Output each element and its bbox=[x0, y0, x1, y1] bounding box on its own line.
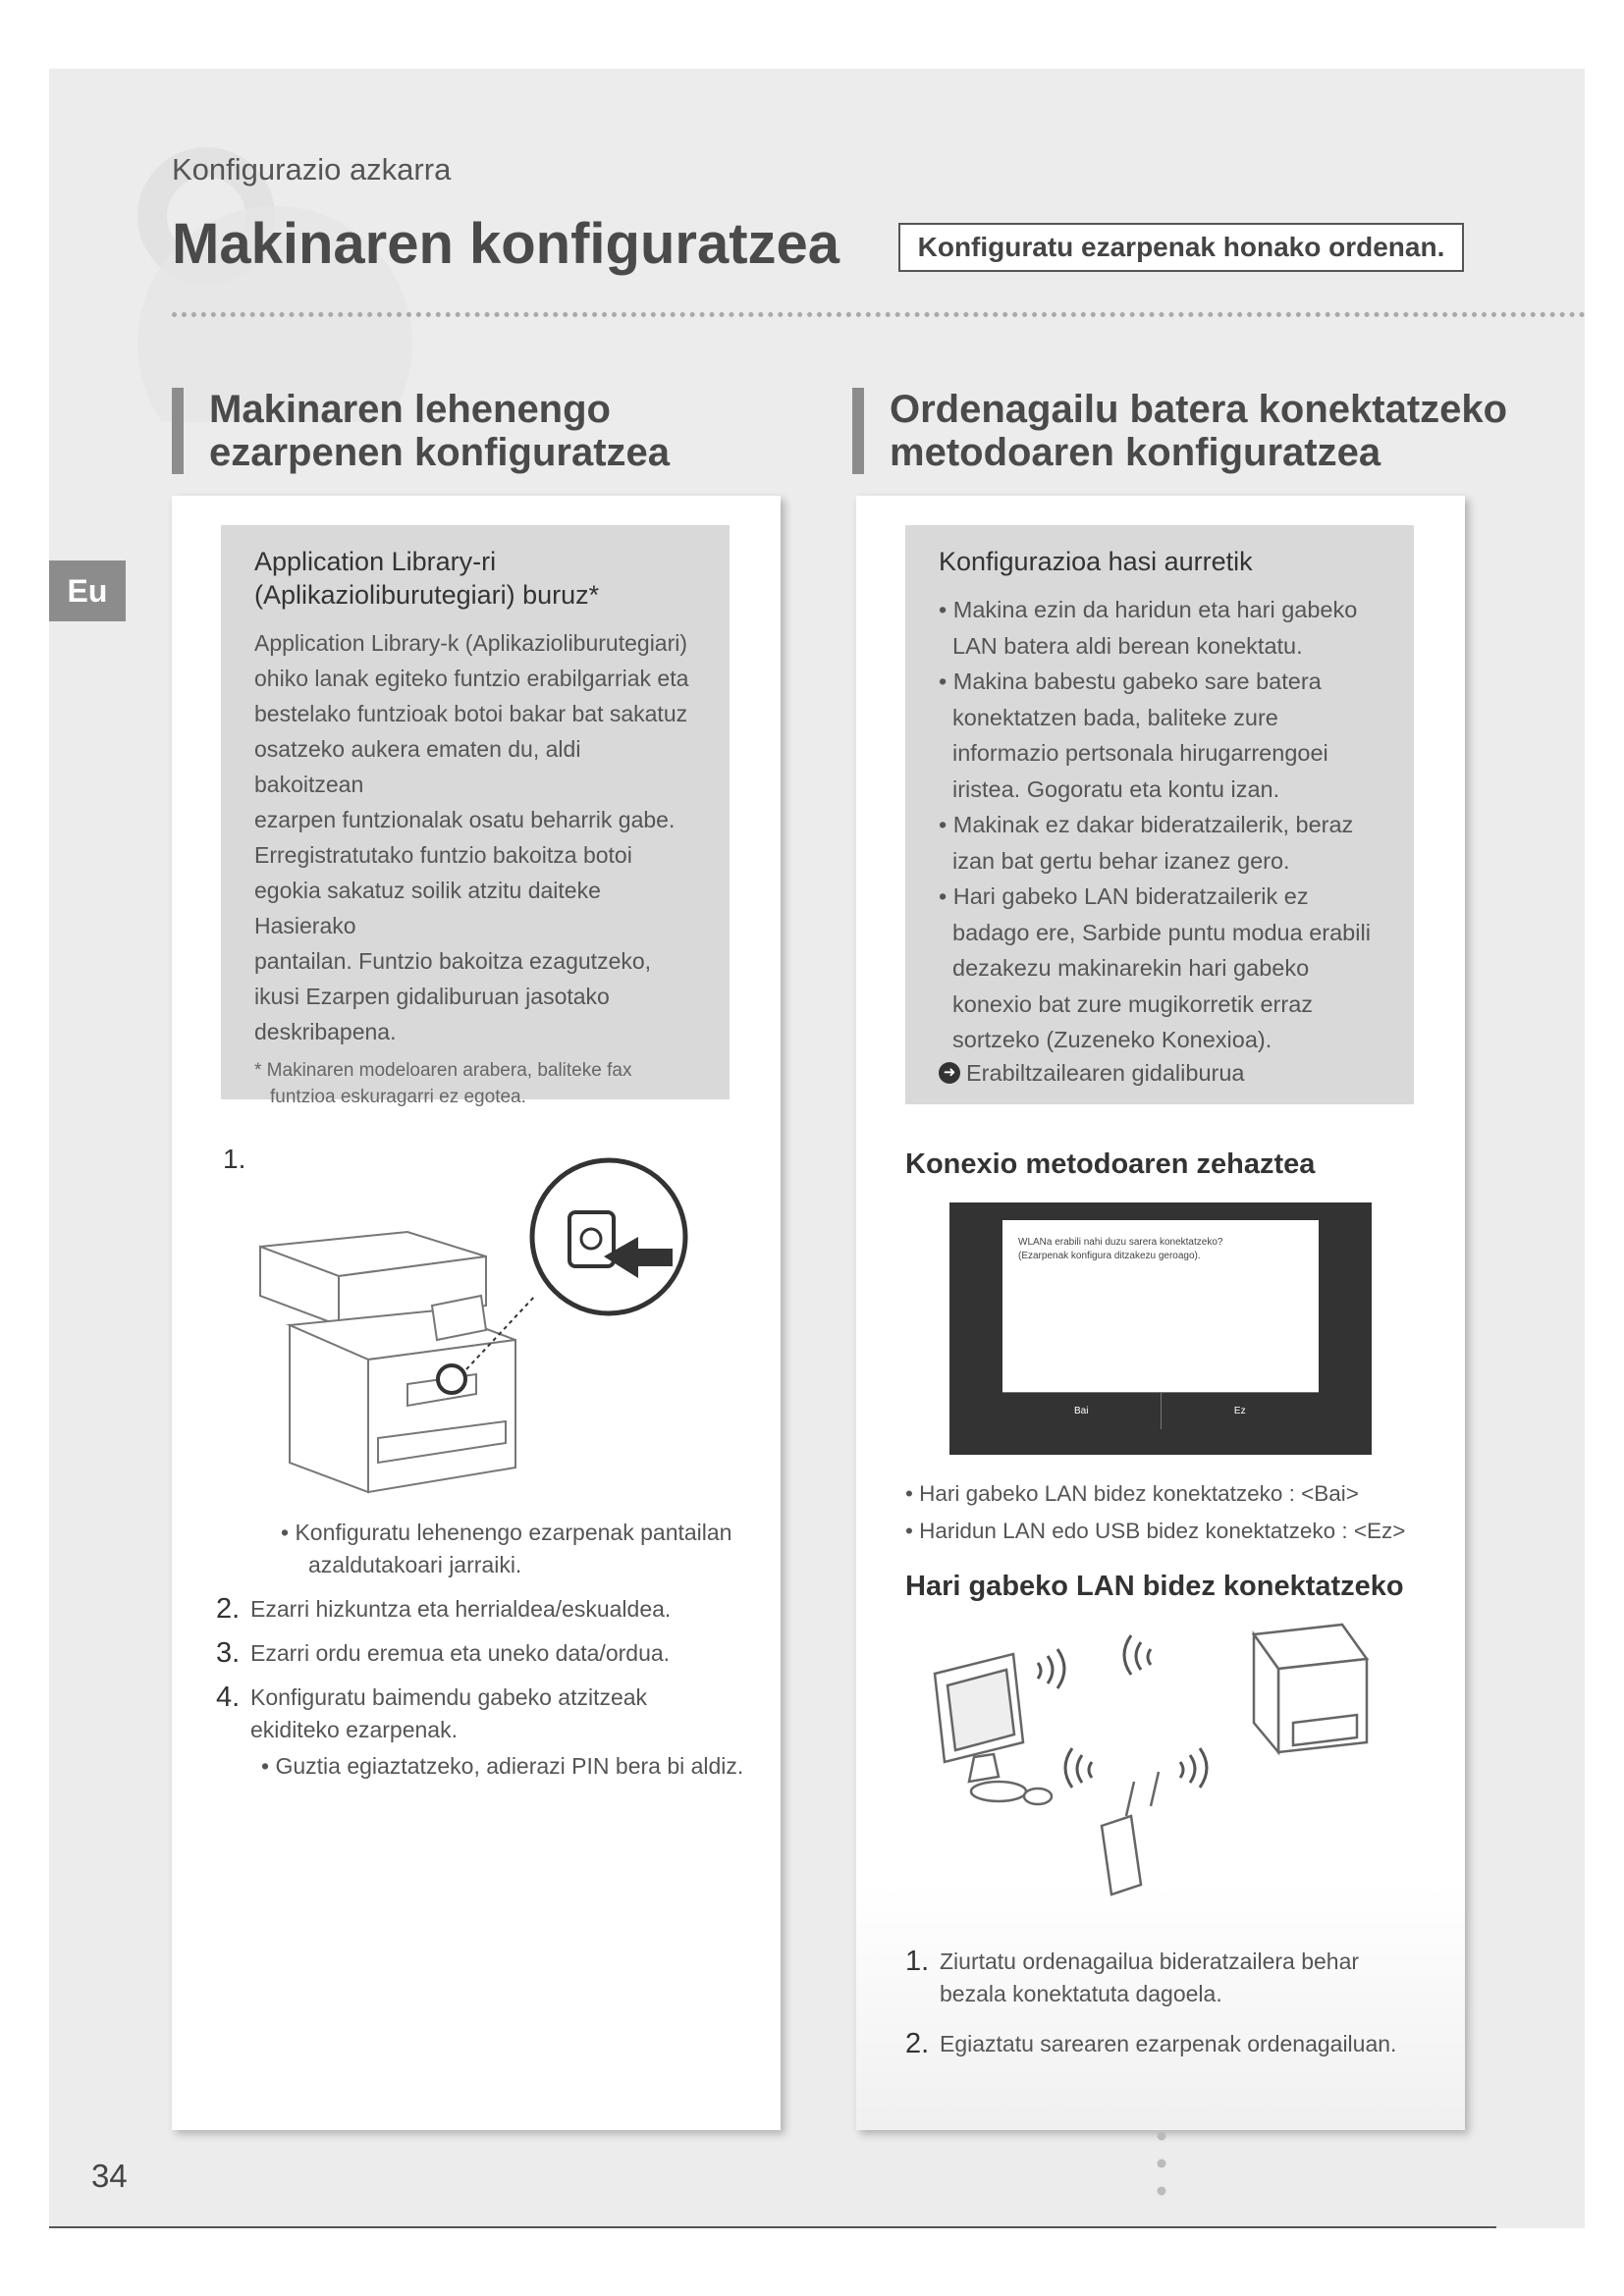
order-note: Konfiguratu ezarpenak honako ordenan. bbox=[898, 223, 1464, 272]
section-heading-initial-settings bbox=[172, 388, 670, 474]
info-box-title bbox=[221, 525, 730, 612]
step-text: Ezarri hizkuntza eta herrialdea/eskualdea. bbox=[250, 1596, 672, 1622]
step-item bbox=[905, 2028, 1416, 2060]
body-line: osatzeko aukera ematen du, aldi bakoitzean bbox=[254, 736, 581, 797]
screen-line: WLANa erabili nahi duzu sarera konektatzeko? bbox=[1018, 1237, 1223, 1248]
step-text-line: bezala konektatuta dagoela. bbox=[940, 1981, 1222, 2006]
reference-text: Erabiltzailearen gidaliburua bbox=[966, 1059, 1245, 1086]
list-item: • Hari gabeko LAN bidez konektatzeko : <Bai> bbox=[905, 1475, 1405, 1513]
info-box-body bbox=[221, 612, 730, 1049]
connection-method-card bbox=[856, 496, 1465, 2130]
language-tab: Eu bbox=[49, 561, 126, 621]
title-line: Application Library-ri bbox=[254, 547, 497, 576]
wireless-setup-steps bbox=[905, 1934, 1416, 2060]
body-line: ikusi Ezarpen gidaliburuan jasotako bbox=[254, 984, 610, 1009]
initial-settings-card bbox=[172, 496, 781, 2130]
page-title: Makinaren konfiguratzea bbox=[172, 212, 840, 276]
step-text bbox=[940, 1946, 1359, 2010]
list-item: • Hari gabeko LAN bideratzailerik ez badago ere, Sarbide puntu modua erabili dezakezu makinarekin hari gabeko konexio bat zure mugikorretik erraz sortzeko (Zuzeneko Konexioa). bbox=[939, 879, 1380, 1058]
heading-line: ezarpenen konfiguratzea bbox=[209, 431, 671, 474]
screen-message bbox=[1002, 1220, 1319, 1263]
no-button[interactable]: Ez bbox=[1162, 1392, 1320, 1429]
step-number: 2. bbox=[905, 2028, 930, 2059]
breadcrumb: Konfigurazio azkarra bbox=[172, 152, 452, 187]
title-line: (Aplikazioliburutegiari) buruz* bbox=[254, 580, 600, 610]
list-item: • Makina babestu gabeko sare batera konektatzen bada, baliteke zure informazio pertsonala hirugarrengoei iristea. Gogoratu eta kontu izan. bbox=[939, 664, 1380, 807]
step-item bbox=[216, 1593, 746, 1626]
bottom-rule bbox=[49, 2226, 1496, 2228]
connection-heading: Konexio metodoaren zehaztea bbox=[905, 1148, 1316, 1180]
before-setup-info-box bbox=[905, 525, 1414, 1104]
body-line: deskribapena. bbox=[254, 1019, 397, 1044]
list-item: • Makina ezin da haridun eta hari gabeko LAN batera aldi berean konektatu. bbox=[939, 592, 1380, 664]
body-line: ezarpen funtzionalak osatu beharrik gabe. bbox=[254, 807, 676, 832]
body-line: Erregistratutako funtzio bakoitza botoi bbox=[254, 842, 632, 868]
printer-power-illustration bbox=[250, 1148, 712, 1502]
step-item bbox=[216, 1682, 746, 1746]
section-heading-connection-method bbox=[852, 388, 1507, 474]
step-number: 1. bbox=[905, 1946, 930, 1977]
heading-line: Makinaren lehenengo bbox=[209, 388, 611, 431]
info-box-title: Konfigurazioa hasi aurretik bbox=[939, 547, 1253, 576]
wireless-heading: Hari gabeko LAN bidez konektatzeko bbox=[905, 1571, 1404, 1602]
step-text bbox=[250, 1682, 647, 1746]
step-text: Ezarri ordu eremua eta uneko data/ordua. bbox=[250, 1640, 671, 1666]
step-item bbox=[216, 1637, 746, 1670]
list-item: • Haridun LAN edo USB bidez konektatzeko : <Ez> bbox=[905, 1513, 1405, 1550]
initial-setup-steps bbox=[216, 1517, 746, 1783]
list-item: • Makinak ez dakar bideratzailerik, beraz izan bat gertu behar izanez gero. bbox=[939, 807, 1380, 879]
wireless-network-illustration bbox=[930, 1615, 1401, 1899]
heading-line: metodoaren konfiguratzea bbox=[890, 431, 1381, 474]
body-line: ohiko lanak egiteko funtzio erabilgarriak eta bbox=[254, 666, 689, 691]
screen-buttons bbox=[1002, 1392, 1319, 1429]
bullet-text: Konfiguratu lehenengo ezarpenak pantailan bbox=[295, 1520, 732, 1545]
footnote-line: funtzioa eskuragarri ez egotea. bbox=[270, 1087, 526, 1107]
application-library-info-box bbox=[221, 525, 730, 1107]
continuation-dots-icon bbox=[1156, 2130, 1167, 2199]
device-screen bbox=[949, 1202, 1372, 1455]
body-line: bestelako funtzioak botoi bakar bat sakatuz bbox=[254, 701, 688, 726]
bullet-text: azaldutakoari jarraiki. bbox=[308, 1552, 522, 1577]
footnote bbox=[221, 1049, 730, 1110]
arrow-right-icon: ➜ bbox=[939, 1062, 960, 1084]
step-text: Egiaztatu sarearen ezarpenak ordenagailuan. bbox=[940, 2031, 1397, 2056]
body-line: egokia sakatuz soilik atzitu daiteke Hasierako bbox=[254, 878, 601, 938]
heading-line: Ordenagailu batera konektatzeko bbox=[890, 388, 1508, 431]
screen-line: (Ezarpenak konfigura ditzakezu geroago). bbox=[1018, 1251, 1201, 1261]
step-item bbox=[905, 1946, 1416, 2010]
list-item: • Guztia egiaztatzeko, adierazi PIN bera bi aldiz. bbox=[261, 1753, 744, 1779]
bullet-text: Guztia egiaztatzeko, adierazi PIN bera bi aldiz. bbox=[275, 1753, 744, 1779]
connection-options bbox=[905, 1475, 1405, 1550]
body-line: pantailan. Funtzio bakoitza ezagutzeko, bbox=[254, 948, 652, 974]
step-text-line: Konfiguratu baimendu gabeko atzitzeak bbox=[250, 1684, 648, 1710]
footnote-line: * Makinaren modeloaren arabera, baliteke fax bbox=[254, 1060, 632, 1081]
list-item: • Konfiguratu lehenengo ezarpenak pantailan azaldutakoari jarraiki. bbox=[281, 1520, 732, 1577]
body-line: Application Library-k (Aplikazioliburutegiari) bbox=[254, 630, 688, 656]
step-number: 3. bbox=[216, 1637, 241, 1669]
step-text-line: ekiditeko ezarpenak. bbox=[250, 1717, 458, 1742]
info-bullet-list bbox=[905, 578, 1414, 1058]
step-number: 2. bbox=[216, 1593, 241, 1625]
dotted-divider bbox=[172, 312, 1586, 317]
screen-display bbox=[1002, 1220, 1319, 1392]
yes-button[interactable]: Bai bbox=[1002, 1392, 1162, 1429]
step-text-line: Ziurtatu ordenagailua bideratzailera behar bbox=[940, 1949, 1360, 1974]
step-number: 1. bbox=[223, 1144, 246, 1174]
page-number: 34 bbox=[91, 2158, 128, 2194]
reference-link[interactable] bbox=[905, 1058, 1414, 1087]
step-number: 4. bbox=[216, 1682, 241, 1713]
